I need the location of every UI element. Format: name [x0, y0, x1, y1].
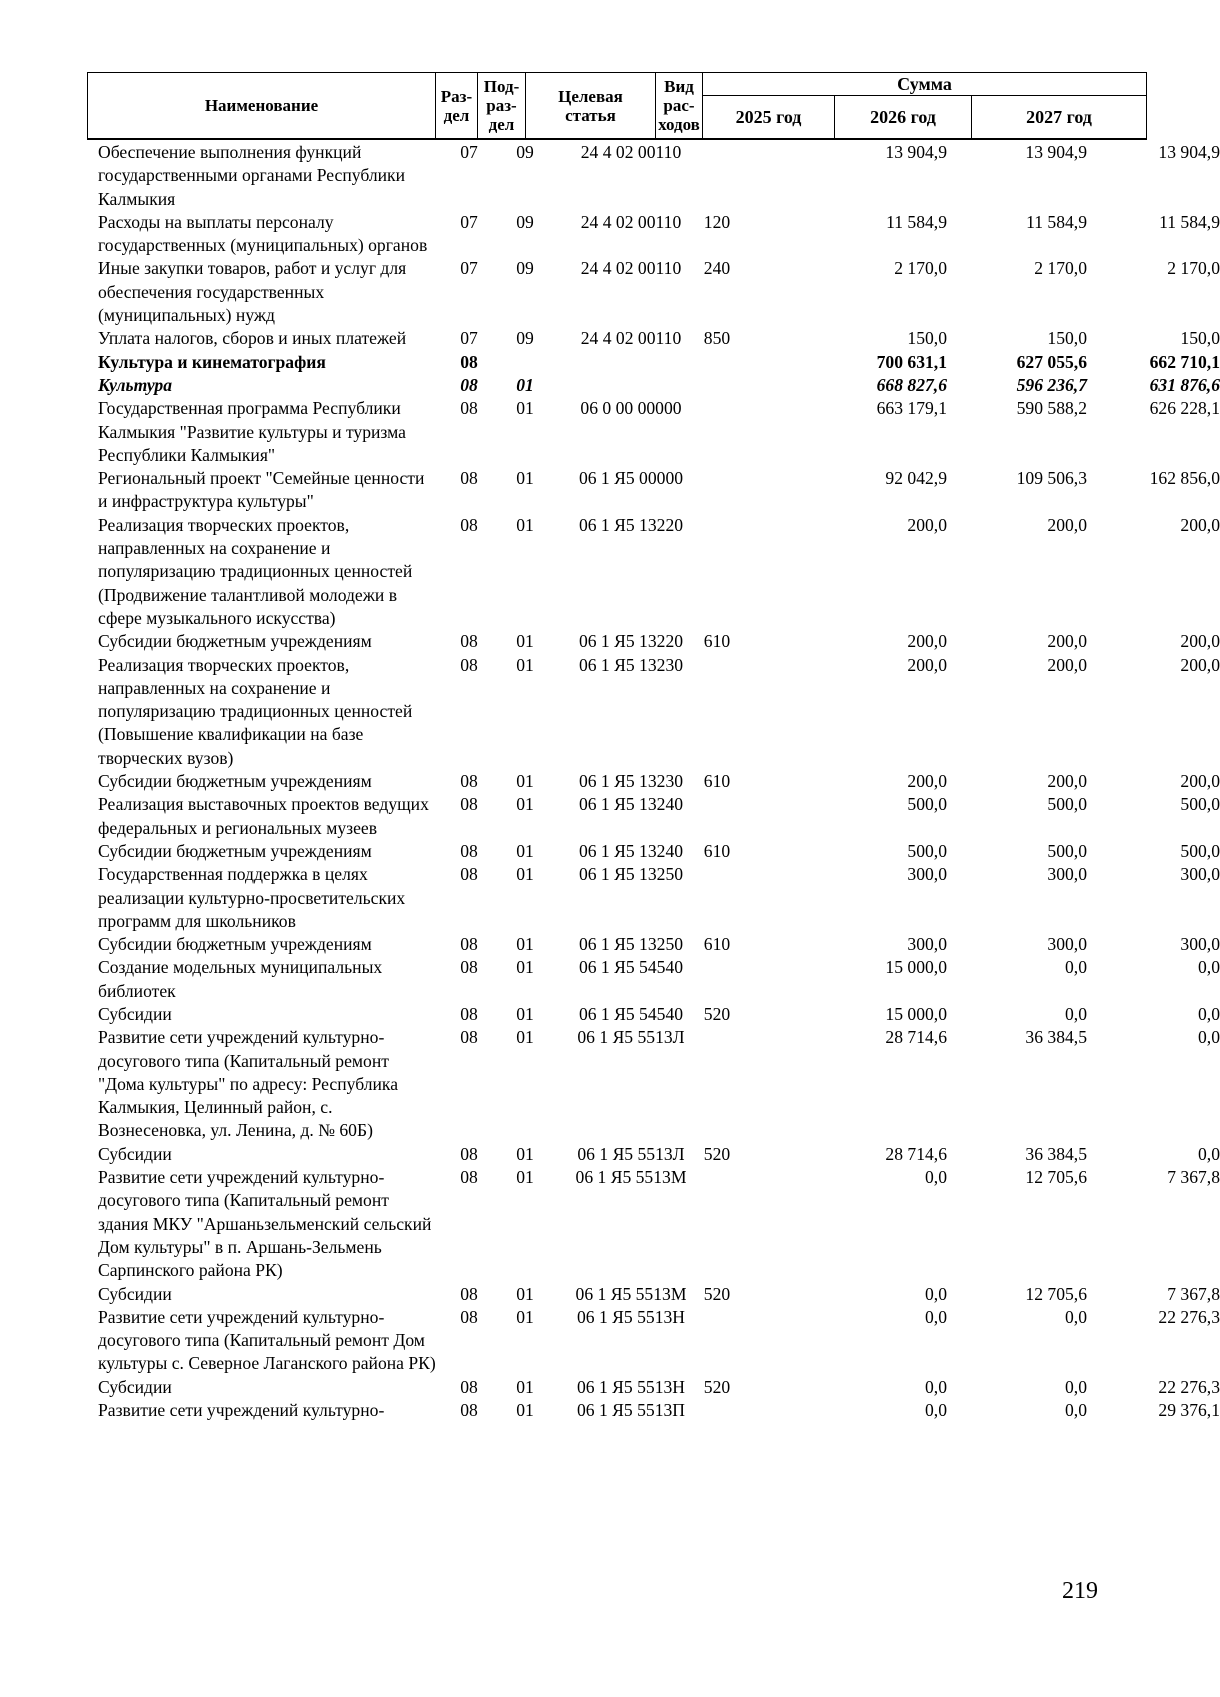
row-target-article: 24 4 02 00110 [580, 258, 682, 279]
row-amount-2025: 0,0 [925, 1283, 947, 1304]
row-razdel: 08 [460, 957, 478, 978]
row-target-article: 06 1 Я5 13240 [578, 794, 684, 815]
row-expense-type: 520 [703, 1143, 731, 1164]
row-razdel: 07 [460, 258, 478, 279]
header-target-article: Целевая статья [526, 73, 656, 138]
row-podrazdel: 01 [516, 398, 534, 419]
row-podrazdel: 01 [516, 771, 534, 792]
row-razdel: 08 [460, 1283, 478, 1304]
row-target-article: 06 1 Я5 5513Л [577, 1027, 685, 1048]
row-podrazdel: 09 [516, 211, 534, 232]
row-amount-2027: 150,0 [1180, 328, 1220, 349]
row-amount-2026: 109 506,3 [1016, 468, 1087, 489]
table-row [87, 1143, 1220, 1166]
row-amount-2025: 200,0 [907, 654, 947, 675]
row-amount-2027: 200,0 [1180, 771, 1220, 792]
row-amount-2026: 150,0 [1047, 328, 1087, 349]
row-amount-2026: 0,0 [1065, 1400, 1087, 1421]
row-podrazdel: 01 [516, 654, 534, 675]
row-amount-2027: 0,0 [1198, 1143, 1220, 1164]
row-podrazdel: 01 [516, 468, 534, 489]
row-name: Развитие сети учреждений культурно-досугового типа (Капитальный ремонт Дом культуры с. Северное Лаганского района РК) [98, 1306, 436, 1374]
row-amount-2027: 13 904,9 [1158, 142, 1220, 162]
row-amount-2025: 0,0 [925, 1167, 947, 1188]
row-target-article: 24 4 02 00110 [580, 211, 682, 232]
table-row [87, 467, 1220, 514]
row-amount-2026: 500,0 [1047, 794, 1087, 815]
row-amount-2026: 0,0 [1065, 957, 1087, 978]
table-row [87, 1166, 1220, 1282]
row-podrazdel: 09 [516, 258, 534, 279]
row-name: Субсидии [98, 1283, 172, 1304]
row-name: Развитие сети учреждений культурно- [98, 1400, 385, 1421]
row-target-article: 06 1 Я5 5513М [575, 1167, 687, 1188]
row-amount-2026: 200,0 [1047, 631, 1087, 652]
row-podrazdel: 01 [516, 794, 534, 815]
row-razdel: 08 [460, 1306, 478, 1327]
row-amount-2026: 0,0 [1065, 1306, 1087, 1327]
table-row [87, 1026, 1220, 1142]
row-podrazdel: 01 [516, 1306, 534, 1327]
row-amount-2025: 500,0 [907, 794, 947, 815]
row-amount-2026: 12 705,6 [1025, 1283, 1087, 1304]
row-razdel: 08 [460, 398, 478, 419]
row-expense-type: 520 [703, 1003, 731, 1024]
row-target-article: 06 1 Я5 5513Н [576, 1376, 685, 1397]
row-podrazdel: 01 [516, 934, 534, 955]
row-name: Культура и кинематография [98, 351, 326, 372]
row-razdel: 08 [460, 374, 478, 395]
row-amount-2026: 500,0 [1047, 840, 1087, 861]
row-amount-2026: 590 588,2 [1016, 398, 1087, 419]
row-amount-2026: 200,0 [1047, 771, 1087, 792]
row-name: Государственная программа Республики Калмыкия "Развитие культуры и туризма Республики Калмыкия" [98, 398, 406, 465]
table-row [87, 211, 1220, 258]
row-amount-2026: 12 705,6 [1025, 1167, 1087, 1188]
row-amount-2025: 200,0 [907, 631, 947, 652]
row-amount-2027: 631 876,6 [1149, 374, 1220, 395]
row-amount-2025: 15 000,0 [885, 957, 947, 978]
table-row [87, 933, 1220, 956]
row-amount-2025: 15 000,0 [885, 1003, 947, 1024]
row-razdel: 08 [460, 468, 478, 489]
row-razdel: 07 [460, 211, 478, 232]
table-row [87, 1399, 1220, 1422]
row-expense-type: 520 [703, 1376, 731, 1397]
row-expense-type: 610 [703, 631, 731, 652]
header-podrazdel: Под- раз- дел [478, 73, 526, 138]
row-expense-type: 610 [703, 840, 731, 861]
row-amount-2026: 11 584,9 [1026, 211, 1087, 232]
row-amount-2025: 0,0 [925, 1376, 947, 1397]
table-row [87, 257, 1220, 327]
row-podrazdel: 01 [516, 1167, 534, 1188]
header-razdel: Раз- дел [436, 73, 478, 138]
row-name: Субсидии [98, 1003, 172, 1024]
table-row [87, 1003, 1220, 1026]
row-name: Иные закупки товаров, работ и услуг для обеспечения государственных (муниципальных) нужд [98, 258, 407, 326]
row-target-article: 06 1 Я5 13230 [578, 654, 684, 675]
row-amount-2027: 200,0 [1180, 654, 1220, 675]
row-amount-2025: 28 714,6 [885, 1143, 947, 1164]
row-podrazdel: 01 [516, 840, 534, 861]
row-amount-2025: 200,0 [907, 771, 947, 792]
row-podrazdel: 01 [516, 514, 534, 535]
row-name: Субсидии [98, 1376, 172, 1397]
table-row [87, 397, 1220, 467]
row-name: Реализация творческих проектов, направленных на сохранение и популяризацию традиционных ценностей (Продвижение талантливой молодежи в сфере музыкального искусства) [98, 514, 413, 628]
row-podrazdel: 01 [516, 864, 534, 885]
row-razdel: 08 [460, 514, 478, 535]
row-target-article: 06 1 Я5 00000 [578, 468, 684, 489]
row-podrazdel: 09 [516, 142, 534, 162]
row-podrazdel: 01 [516, 1143, 534, 1164]
row-razdel: 08 [460, 1003, 478, 1024]
row-amount-2026: 36 384,5 [1025, 1027, 1087, 1048]
row-amount-2026: 0,0 [1065, 1376, 1087, 1397]
row-name: Субсидии бюджетным учреждениям [98, 840, 372, 861]
row-podrazdel: 01 [516, 1027, 534, 1048]
row-target-article: 24 4 02 00110 [580, 328, 682, 349]
row-amount-2025: 300,0 [907, 864, 947, 885]
row-razdel: 07 [460, 328, 478, 349]
table-row [87, 141, 1220, 211]
row-amount-2026: 13 904,9 [1025, 142, 1087, 162]
table-row [87, 1283, 1220, 1306]
row-target-article: 06 1 Я5 13220 [578, 514, 684, 535]
row-razdel: 07 [460, 142, 478, 162]
row-amount-2027: 662 710,1 [1149, 351, 1220, 372]
row-amount-2027: 0,0 [1198, 957, 1220, 978]
row-amount-2027: 626 228,1 [1149, 398, 1220, 419]
table-row [87, 956, 1220, 1003]
row-target-article: 06 0 00 00000 [580, 398, 682, 419]
row-expense-type: 610 [703, 771, 731, 792]
row-amount-2027: 200,0 [1180, 631, 1220, 652]
row-target-article: 06 1 Я5 54540 [578, 957, 684, 978]
row-amount-2027: 22 276,3 [1158, 1306, 1220, 1327]
row-razdel: 08 [460, 631, 478, 652]
header-expense-type: Вид рас- ходов [656, 73, 703, 138]
row-podrazdel: 01 [516, 1003, 534, 1024]
row-amount-2025: 13 904,9 [885, 142, 947, 162]
table-row [87, 1376, 1220, 1399]
row-razdel: 08 [460, 794, 478, 815]
row-target-article: 06 1 Я5 13220 [578, 631, 684, 652]
row-expense-type: 520 [703, 1283, 731, 1304]
row-name: Создание модельных муниципальных библиотек [98, 957, 383, 1001]
row-amount-2025: 300,0 [907, 934, 947, 955]
row-amount-2025: 0,0 [925, 1306, 947, 1327]
row-podrazdel: 01 [516, 1376, 534, 1397]
row-amount-2027: 300,0 [1180, 934, 1220, 955]
row-target-article: 06 1 Я5 5513М [575, 1283, 687, 1304]
row-target-article: 06 1 Я5 13230 [578, 771, 684, 792]
row-amount-2027: 200,0 [1180, 514, 1220, 535]
row-razdel: 08 [460, 654, 478, 675]
row-razdel: 08 [460, 1167, 478, 1188]
row-expense-type: 850 [703, 328, 731, 349]
header-year-2027: 2027 год [1026, 107, 1092, 127]
row-amount-2025: 28 714,6 [885, 1027, 947, 1048]
row-amount-2025: 2 170,0 [894, 258, 947, 279]
row-target-article: 06 1 Я5 13250 [578, 934, 684, 955]
row-razdel: 08 [460, 771, 478, 792]
row-amount-2027: 2 170,0 [1167, 258, 1220, 279]
row-name: Государственная поддержка в целях реализации культурно-просветительских программ для школьников [98, 864, 406, 931]
header-sum: Сумма [703, 73, 1146, 96]
row-amount-2025: 200,0 [907, 514, 947, 535]
row-amount-2026: 300,0 [1047, 934, 1087, 955]
row-name: Развитие сети учреждений культурно-досугового типа (Капитальный ремонт "Дома культуры" по адресу: Республика Калмыкия, Целинный район, с. Вознесеновка, ул. Ленина, д. № 60Б) [98, 1027, 399, 1141]
row-amount-2027: 11 584,9 [1159, 211, 1220, 232]
row-name: Реализация творческих проектов, направленных на сохранение и популяризацию традиционных ценностей (Повышение квалификации на базе творческих вузов) [98, 654, 413, 768]
table-row [87, 840, 1220, 863]
row-razdel: 08 [460, 1400, 478, 1421]
row-amount-2025: 0,0 [925, 1400, 947, 1421]
row-razdel: 08 [460, 1143, 478, 1164]
row-amount-2025: 700 631,1 [876, 351, 947, 372]
row-name: Субсидии бюджетным учреждениям [98, 934, 372, 955]
header-name: Наименование [88, 73, 436, 138]
row-amount-2027: 22 276,3 [1158, 1376, 1220, 1397]
row-razdel: 08 [460, 1376, 478, 1397]
row-amount-2027: 0,0 [1198, 1003, 1220, 1024]
row-amount-2027: 7 367,8 [1167, 1283, 1220, 1304]
row-name: Расходы на выплаты персоналу государственных (муниципальных) органов [98, 211, 428, 256]
row-razdel: 08 [460, 934, 478, 955]
row-razdel: 08 [460, 864, 478, 885]
row-amount-2027: 500,0 [1180, 794, 1220, 815]
row-razdel: 08 [460, 351, 478, 372]
row-name: Обеспечение выполнения функций государственными органами Республики Калмыкия [98, 142, 405, 209]
row-target-article: 06 1 Я5 5513Л [577, 1143, 685, 1164]
table-row [87, 327, 1220, 350]
table-header [87, 72, 1147, 140]
table-row [87, 793, 1220, 840]
row-name: Субсидии бюджетным учреждениям [98, 631, 372, 652]
header-year-2026: 2026 год [835, 96, 972, 139]
row-amount-2026: 596 236,7 [1016, 374, 1087, 395]
row-name: Реализация выставочных проектов ведущих федеральных и региональных музеев [98, 794, 429, 838]
row-amount-2026: 36 384,5 [1025, 1143, 1087, 1164]
row-razdel: 08 [460, 1027, 478, 1048]
header-year-2025: 2025 год [703, 96, 835, 139]
row-amount-2025: 11 584,9 [886, 211, 947, 232]
page-number: 219 [1062, 1578, 1098, 1604]
row-podrazdel: 01 [516, 1400, 534, 1421]
row-name: Субсидии бюджетным учреждениям [98, 771, 372, 792]
row-target-article: 06 1 Я5 5513Н [576, 1306, 685, 1327]
row-amount-2026: 2 170,0 [1034, 258, 1087, 279]
table-body [87, 141, 1220, 1422]
table-row [87, 514, 1220, 630]
row-podrazdel: 01 [516, 1283, 534, 1304]
row-amount-2025: 668 827,6 [876, 374, 947, 395]
row-name: Развитие сети учреждений культурно-досугового типа (Капитальный ремонт здания МКУ "Аршаньзельменский сельский Дом культуры" в п. Аршань-Зельмень Сарпинского района РК) [98, 1167, 432, 1281]
row-razdel: 08 [460, 840, 478, 861]
row-podrazdel: 01 [516, 631, 534, 652]
row-target-article: 06 1 Я5 13250 [578, 864, 684, 885]
row-amount-2025: 92 042,9 [885, 468, 947, 489]
row-amount-2025: 150,0 [907, 328, 947, 349]
row-expense-type: 610 [703, 934, 731, 955]
row-expense-type: 240 [703, 258, 731, 279]
table-row [87, 1306, 1220, 1376]
row-amount-2026: 0,0 [1065, 1003, 1087, 1024]
row-amount-2025: 500,0 [907, 840, 947, 861]
row-podrazdel: 01 [516, 374, 534, 395]
row-target-article: 06 1 Я5 5513П [576, 1400, 685, 1421]
row-name: Региональный проект "Семейные ценности и инфраструктура культуры" [98, 468, 425, 512]
row-target-article: 24 4 02 00110 [580, 142, 682, 162]
row-amount-2027: 0,0 [1198, 1027, 1220, 1048]
table-row [87, 374, 1220, 397]
table-row [87, 770, 1220, 793]
row-amount-2025: 663 179,1 [876, 398, 947, 419]
row-amount-2026: 200,0 [1047, 514, 1087, 535]
table-row [87, 630, 1220, 653]
row-target-article: 06 1 Я5 54540 [578, 1003, 684, 1024]
row-podrazdel: 09 [516, 328, 534, 349]
row-name: Субсидии [98, 1143, 172, 1164]
row-amount-2027: 29 376,1 [1158, 1400, 1220, 1421]
row-name: Уплата налогов, сборов и иных платежей [98, 328, 407, 349]
table-row [87, 863, 1220, 933]
table-row [87, 351, 1220, 374]
row-amount-2027: 162 856,0 [1149, 468, 1220, 489]
row-amount-2027: 500,0 [1180, 840, 1220, 861]
row-target-article: 06 1 Я5 13240 [578, 840, 684, 861]
row-name: Культура [98, 374, 172, 395]
row-amount-2026: 200,0 [1047, 654, 1087, 675]
row-amount-2027: 300,0 [1180, 864, 1220, 885]
row-amount-2026: 300,0 [1047, 864, 1087, 885]
table-row [87, 654, 1220, 770]
row-amount-2026: 627 055,6 [1016, 351, 1087, 372]
row-podrazdel: 01 [516, 957, 534, 978]
row-amount-2027: 7 367,8 [1167, 1167, 1220, 1188]
row-expense-type: 120 [703, 211, 731, 232]
